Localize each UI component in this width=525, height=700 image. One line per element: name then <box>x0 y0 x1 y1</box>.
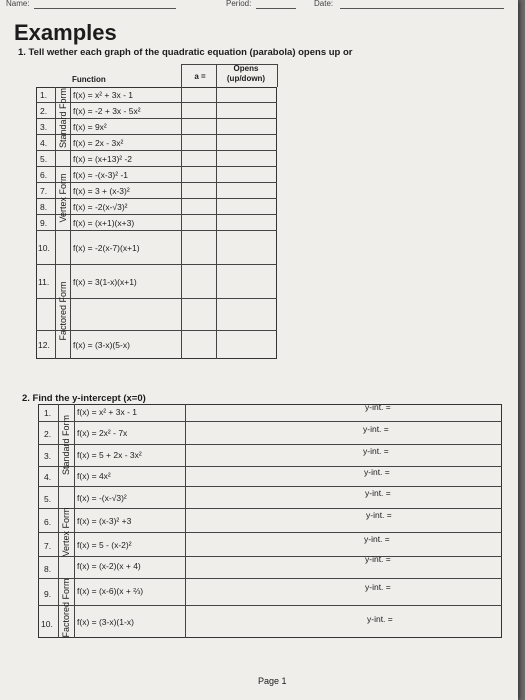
q2-row-function: f(x) = 5 - (x-2)² <box>77 540 132 550</box>
q2-row-number: 9. <box>44 589 52 599</box>
q2-row-number: 1. <box>44 408 52 418</box>
q2-yint-label: y-int. = <box>364 534 390 544</box>
q1-row-number: 1. <box>40 90 48 100</box>
q2-row-number: 10. <box>41 619 53 629</box>
q1-row-function: f(x) = 3 + (x-3)² <box>73 186 130 196</box>
q2-row-number: 5. <box>44 494 52 504</box>
q1-row-number: 5. <box>40 154 48 164</box>
q2-row-function: f(x) = (x-2)(x + 4) <box>77 561 141 571</box>
q2-row-number: 8. <box>44 564 52 574</box>
q1-row-function: f(x) = x² + 3x - 1 <box>73 90 133 100</box>
q1-row-function: f(x) = -2(x-√3)² <box>73 202 128 212</box>
q2-row-function: f(x) = -(x-√3)² <box>77 493 127 503</box>
q1-row-function: f(x) = (3-x)(5-x) <box>73 340 130 350</box>
name-line <box>34 8 176 9</box>
q2-group-standard: Standard Form <box>61 414 71 476</box>
name-label: Name: <box>6 0 30 8</box>
q1-row-number: 3. <box>40 122 48 132</box>
q1-row-number: 10. <box>38 243 50 253</box>
q1-row-number: 2. <box>40 106 48 116</box>
page-number: Page 1 <box>258 676 287 686</box>
q1-group-standard: Standard Form <box>58 87 68 149</box>
q1-group-vertex: Vertex Form <box>58 173 68 223</box>
q2-row-function: f(x) = (x-6)(x + ⅔) <box>77 586 144 596</box>
q1-header-opens: Opens <box>233 64 259 73</box>
q1-row-number: 11. <box>38 277 50 287</box>
q2-row-number: 4. <box>44 472 52 482</box>
q2-prompt: 2. Find the y-intercept (x=0) <box>22 393 146 404</box>
q2-row-function: f(x) = 5 + 2x - 3x² <box>77 450 142 460</box>
q2-row-function: f(x) = 4x² <box>77 471 111 481</box>
q1-group-factored: Factored Form <box>58 281 68 341</box>
q2-yint-label: y-int. = <box>367 614 393 624</box>
q1-row-number: 4. <box>40 138 48 148</box>
q2-row-number: 6. <box>44 517 52 527</box>
q1-row-function: f(x) = -2 + 3x - 5x² <box>73 106 141 116</box>
q1-row-number: 7. <box>40 186 48 196</box>
q2-yint-label: y-int. = <box>365 582 391 592</box>
period-label: Period: <box>226 0 252 8</box>
q1-prompt: 1. Tell wether each graph of the quadratic equation (parabola) opens up or <box>18 47 353 58</box>
date-line <box>340 8 504 9</box>
q2-yint-label: y-int. = <box>364 467 390 477</box>
q1-header-function: Function <box>72 75 106 84</box>
q2-row-number: 2. <box>44 429 52 439</box>
period-line <box>256 8 296 9</box>
q2-row-function: f(x) = 2x² - 7x <box>77 428 128 438</box>
q1-row-function: f(x) = 2x - 3x² <box>73 138 124 148</box>
q2-row-function: f(x) = (x-3)² +3 <box>77 516 132 526</box>
date-label: Date: <box>314 0 334 8</box>
q1-row-function: f(x) = (x+1)(x+3) <box>73 218 135 228</box>
q1-row-number: 9. <box>40 218 48 228</box>
q1-row-function: f(x) = -(x-3)² -1 <box>73 170 129 180</box>
q2-yint-label: y-int. = <box>363 424 389 434</box>
q2-yint-label: y-int. = <box>363 446 389 456</box>
q2-group-factored: Factored Form <box>61 578 71 638</box>
q2-yint-label: y-int. = <box>365 554 391 564</box>
q1-row-number: 8. <box>40 202 48 212</box>
q1-row-number: 6. <box>40 170 48 180</box>
q2-yint-label: y-int. = <box>366 510 392 520</box>
q2-row-function: f(x) = x² + 3x - 1 <box>77 407 137 417</box>
q1-header-updown: (up/down) <box>226 74 266 83</box>
q1-row-function: f(x) = 3(1-x)(x+1) <box>73 277 137 287</box>
q2-yint-label: y-int. = <box>365 488 391 498</box>
q1-row-function: f(x) = (x+13)² -2 <box>73 154 133 164</box>
q2-yint-label: y-int. = <box>365 402 391 412</box>
q1-row-function: f(x) = 9x² <box>73 122 107 132</box>
q2-row-function: f(x) = (3-x)(1-x) <box>77 617 134 627</box>
q2-group-vertex: Vertex Form <box>61 507 71 557</box>
q2-row-number: 3. <box>44 451 52 461</box>
page-title: Examples <box>14 20 117 45</box>
q1-row-number: 12. <box>38 340 50 350</box>
q1-header-a: a = <box>194 72 206 81</box>
q1-row-function: f(x) = -2(x-7)(x+1) <box>73 243 140 253</box>
q2-row-number: 7. <box>44 541 52 551</box>
